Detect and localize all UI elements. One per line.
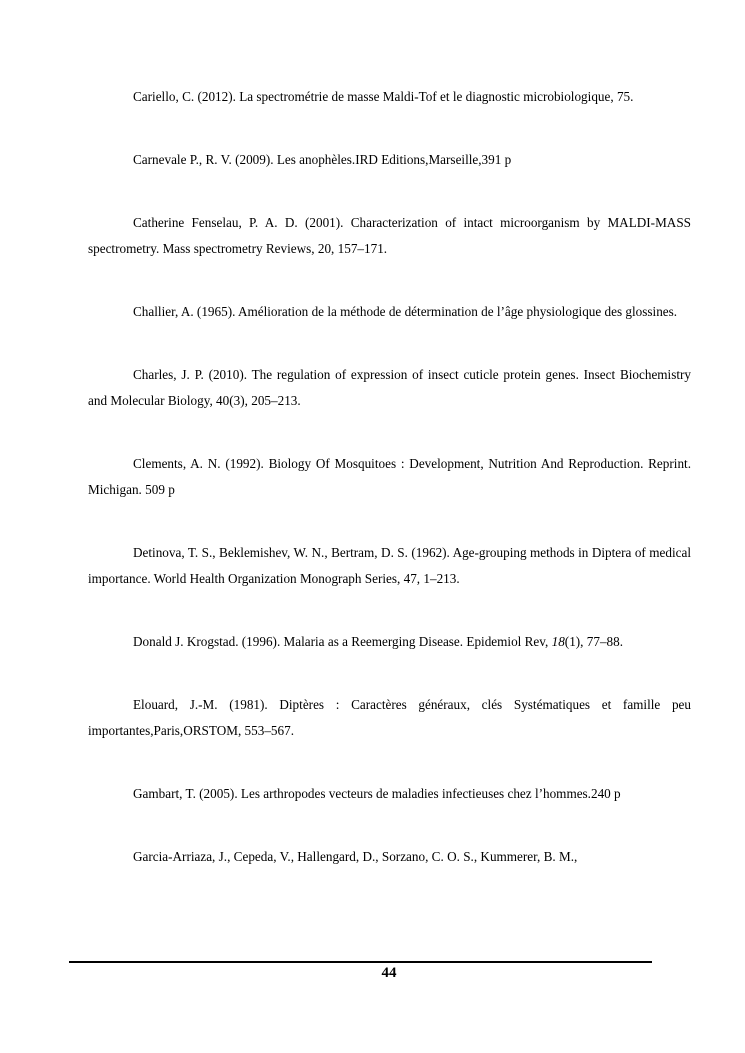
- reference-garcia-arriaza: Garcia-Arriaza, J., Cepeda, V., Hallengard, D., Sorzano, C. O. S., Kummerer, B. M.,: [133, 849, 578, 864]
- reference-krogstad-1996: [88, 629, 691, 655]
- reference-detinova-1962: Detinova, T. S., Beklemishev, W. N., Bertram, D. S. (1962). Age-grouping methods in Diptera of medical importance. World Health Organization Monograph Series, 47, 1–213.: [88, 545, 691, 586]
- reference-charles-2010: Charles, J. P. (2010). The regulation of expression of insect cuticle protein genes. Insect Biochemistry and Molecular Biology, 40(3), 205–213.: [88, 367, 691, 408]
- footer-rule: [69, 961, 652, 963]
- reference-gambart-2005: Gambart, T. (2005). Les arthropodes vecteurs de maladies infectieuses chez l’hommes.240 p: [133, 786, 621, 801]
- reference-challier-1965: Challier, A. (1965). Amélioration de la méthode de détermination de l’âge physiologique des glossines.: [133, 304, 678, 319]
- reference-elouard-1981: Elouard, J.-M. (1981). Diptères : Caractères généraux, clés Systématiques et famille peu importantes,Paris,ORSTOM, 553–567.: [88, 697, 691, 738]
- reference-clements-1992: Clements, A. N. (1992). Biology Of Mosquitoes : Development, Nutrition And Reproduction. Reprint. Michigan. 509 p: [88, 456, 691, 497]
- reference-fenselau-2001: Catherine Fenselau, P. A. D. (2001). Characterization of intact microorganism by MALDI-MASS spectrometry. Mass spectrometry Reviews, 20, 157–171.: [88, 215, 691, 256]
- reference-cariello-2012: Cariello, C. (2012). La spectrométrie de masse Maldi-Tof et le diagnostic microbiologique, 75.: [133, 89, 634, 104]
- reference-carnevale-2009: Carnevale P., R. V. (2009). Les anophèles.IRD Editions,Marseille,391 p: [133, 152, 512, 167]
- reference-krogstad-text-end: (1), 77–88.: [564, 634, 624, 649]
- page-number: 44: [381, 965, 397, 981]
- reference-krogstad-volume: 18: [551, 634, 565, 649]
- reference-krogstad-text-start: Donald J. Krogstad. (1996). Malaria as a Reemerging Disease. Epidemiol Rev,: [133, 634, 552, 649]
- reference-list: [88, 84, 691, 907]
